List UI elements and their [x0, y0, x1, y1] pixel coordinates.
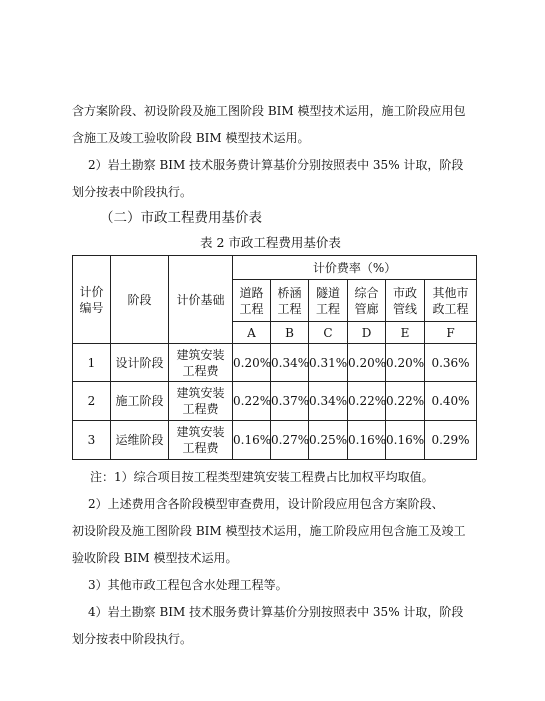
letter-a: A — [233, 322, 271, 344]
note-2-line-1: 2）岩土勘察 BIM 技术服务费计算基价分别按照表中 35% 计取，阶段 — [88, 158, 464, 172]
table-row — [73, 382, 477, 421]
fee-table — [72, 255, 477, 460]
rate-cell: 0.40% — [425, 382, 477, 421]
row-basis: 建筑安装工程费 — [169, 344, 233, 382]
row-code: 2 — [73, 382, 111, 421]
note-3: 3）其他市政工程包含水处理工程等。 — [88, 578, 288, 592]
header-row-1 — [73, 256, 477, 280]
note-1: 注：1）综合项目按工程类型建筑安装工程费占比加权平均取值。 — [90, 470, 434, 484]
note-2b-line-2: 初设阶段及施工图阶段 BIM 模型技术运用，施工阶段应用包含施工及竣工 — [72, 524, 466, 538]
row-stage: 施工阶段 — [111, 382, 169, 421]
rate-cell: 0.20% — [348, 344, 386, 382]
rate-cell: 0.20% — [233, 344, 271, 382]
rate-cell: 0.29% — [425, 421, 477, 460]
rate-cell: 0.37% — [271, 382, 309, 421]
row-stage: 运维阶段 — [111, 421, 169, 460]
section-title: （二）市政工程费用基价表 — [100, 210, 262, 226]
rate-cell: 0.34% — [309, 382, 348, 421]
letter-c: C — [309, 322, 348, 344]
note-2b-line-1: 2）上述费用含各阶段模型审查费用，设计阶段应用包含方案阶段、 — [88, 497, 444, 511]
rate-cell: 0.20% — [386, 344, 425, 382]
header-stage: 阶段 — [111, 256, 169, 344]
row-code: 3 — [73, 421, 111, 460]
rate-cell: 0.22% — [233, 382, 271, 421]
subheader-other: 其他市政工程 — [425, 280, 477, 322]
note-2b-line-3: 验收阶段 BIM 模型技术运用。 — [72, 551, 238, 565]
subheader-bridge: 桥涵工程 — [271, 280, 309, 322]
letter-d: D — [348, 322, 386, 344]
note-4-line-1: 4）岩土勘察 BIM 技术服务费计算基价分别按照表中 35% 计取，阶段 — [88, 605, 464, 619]
rate-cell: 0.25% — [309, 421, 348, 460]
letter-f: F — [425, 322, 477, 344]
header-basis: 计价基础 — [169, 256, 233, 344]
rate-cell: 0.31% — [309, 344, 348, 382]
header-code: 计价编号 — [73, 256, 111, 344]
note-2-line-2: 划分按表中阶段执行。 — [72, 185, 193, 199]
intro-line-1: 含方案阶段、初设阶段及施工图阶段 BIM 模型技术运用，施工阶段应用包 — [72, 104, 466, 118]
table-row — [73, 344, 477, 382]
rate-cell: 0.22% — [386, 382, 425, 421]
subheader-pipe-gallery: 综合管廊 — [348, 280, 386, 322]
row-basis: 建筑安装工程费 — [169, 421, 233, 460]
note-4-line-2: 划分按表中阶段执行。 — [72, 632, 193, 646]
letter-b: B — [271, 322, 309, 344]
subheader-tunnel: 隧道工程 — [309, 280, 348, 322]
row-basis: 建筑安装工程费 — [169, 382, 233, 421]
rate-cell: 0.16% — [233, 421, 271, 460]
rate-cell: 0.16% — [386, 421, 425, 460]
rate-cell: 0.36% — [425, 344, 477, 382]
subheader-road: 道路工程 — [233, 280, 271, 322]
table-row — [73, 421, 477, 460]
subheader-pipeline: 市政管线 — [386, 280, 425, 322]
rate-cell: 0.22% — [348, 382, 386, 421]
header-rate: 计价费率（%） — [233, 256, 477, 280]
rate-cell: 0.34% — [271, 344, 309, 382]
intro-line-2: 含施工及竣工验收阶段 BIM 模型技术运用。 — [72, 131, 310, 145]
table-caption: 表 2 市政工程费用基价表 — [200, 235, 341, 250]
row-code: 1 — [73, 344, 111, 382]
rate-cell: 0.27% — [271, 421, 309, 460]
row-stage: 设计阶段 — [111, 344, 169, 382]
letter-e: E — [386, 322, 425, 344]
rate-cell: 0.16% — [348, 421, 386, 460]
